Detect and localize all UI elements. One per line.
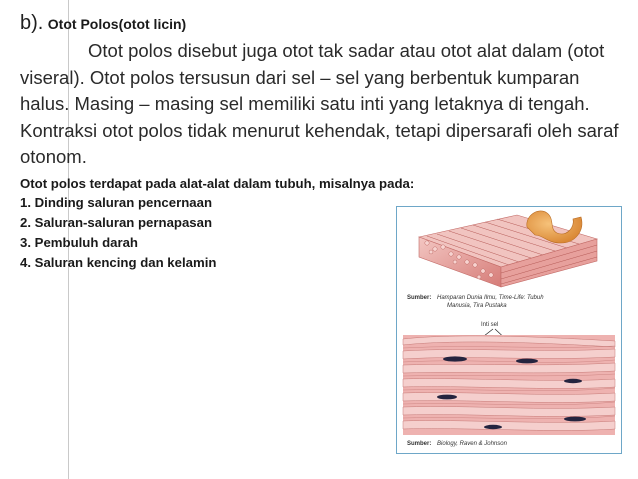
nucleus-label: Inti sel xyxy=(481,322,499,328)
list-item: 3. Pembuluh darah xyxy=(20,234,138,250)
heading-title: Otot Polos(otot licin) xyxy=(47,16,187,32)
muscle-illustration xyxy=(397,207,621,453)
list-intro: Otot polos terdapat pada alat-alat dalam tubuh, misalnya pada: xyxy=(20,175,415,191)
list-item: 1. Dinding saluran pencernaan xyxy=(20,194,212,210)
heading-label: b). xyxy=(20,12,44,34)
smooth-muscle-cells-illustration xyxy=(403,335,615,435)
list-item: 4. Saluran kencing dan kelamin xyxy=(20,254,217,270)
source2-caption: Sumber: Biology, Raven & Johnson xyxy=(407,441,507,447)
source1-caption-line2: Manusia, Tira Pustaka xyxy=(447,303,507,309)
body-paragraph: Otot polos disebut juga otot tak sadar atau otot alat dalam (otot viseral). Otot polos tersusun dari sel – sel yang berbentuk kumparan halus. Masing – masing sel memiliki satu inti yang letaknya di tengah. Kontraksi otot polos tidak menurut kehendak, tetapi dipersarafi oleh saraf otonom. xyxy=(20,40,619,167)
list-item: 2. Saluran-saluran pernapasan xyxy=(20,214,213,230)
source1-caption: Sumber: Hamparan Dunia Ilmu, Time-Life: Tubuh xyxy=(407,295,544,301)
slide-heading xyxy=(20,10,620,38)
smooth-muscle-figure xyxy=(396,206,622,454)
muscle-bundle-illustration xyxy=(419,211,597,287)
